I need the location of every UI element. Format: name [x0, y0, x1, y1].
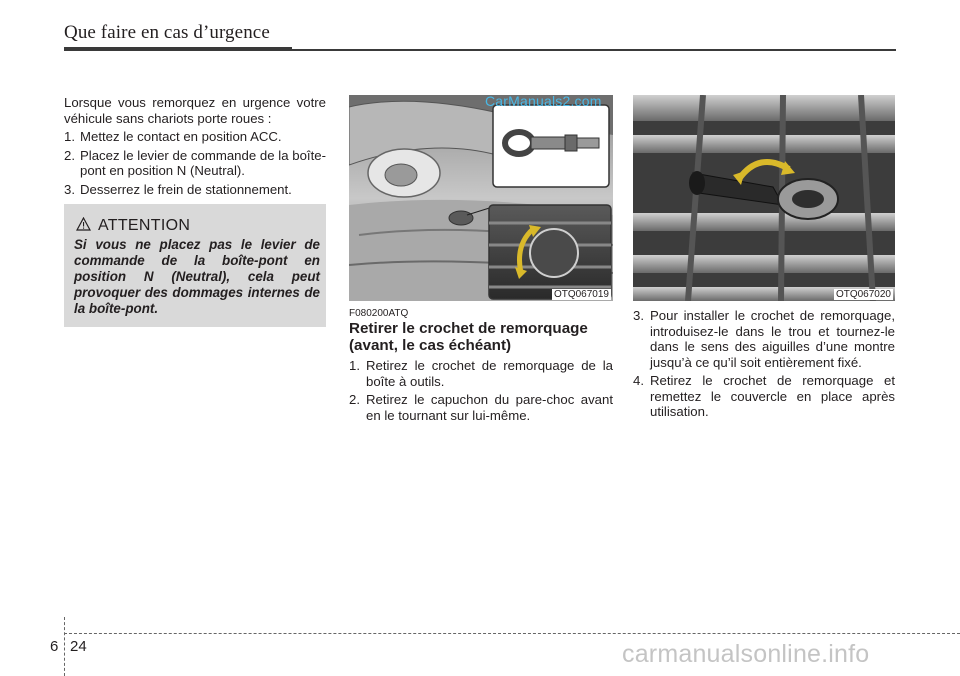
- section-title: Retirer le crochet de remorquage (avant, le cas échéant): [349, 320, 588, 354]
- section-code: F080200ATQ: [349, 308, 409, 319]
- warning-triangle-icon: [76, 217, 91, 231]
- list-item: [64, 129, 326, 145]
- footer-horizontal-rule: [64, 633, 960, 634]
- list-item-number: 4.: [633, 373, 644, 388]
- list-item-text: Retirez le crochet de remorquage de la boîte à outils.: [366, 358, 613, 389]
- intro-paragraph: Lorsque vous remorquez en urgence votre véhicule sans chariots porte roues :: [64, 95, 326, 126]
- list-item-number: 3.: [64, 181, 75, 197]
- tow-hook-installation-illustration: [633, 95, 895, 301]
- list-item-text: Pour installer le crochet de remorquage, introduisez-le dans le trou et tournez-le dans le sens des aiguilles d’une montre jusqu’à ce qu’il soit entièrement fixé.: [650, 308, 895, 370]
- list-item: [633, 308, 895, 370]
- column-1: [64, 95, 326, 200]
- list-item-number: 3.: [633, 308, 644, 323]
- list-item: [64, 148, 326, 179]
- list-item-text: Placez le levier de commande de la boîte-pont en position N (Neutral).: [80, 147, 326, 178]
- figure-code: OTQ067020: [835, 289, 891, 300]
- attention-body: Si vous ne placez pas le levier de commande de la boîte-pont en position N (Neutral), cela peut provoquer des dommages internes de la boîte-pont.: [74, 237, 320, 316]
- footer-vertical-rule: [64, 617, 65, 676]
- section-number: 6: [50, 638, 59, 655]
- list-item: [64, 182, 326, 198]
- list-item: [349, 392, 613, 423]
- footer-watermark: carmanualsonline.info: [622, 640, 870, 668]
- figure-bumper-cap: [349, 95, 613, 301]
- list-item-number: 2.: [349, 392, 360, 407]
- watermark-text: CarManuals2.com: [485, 93, 602, 109]
- list-item-text: Retirez le crochet de remorquage et remettez le couvercle en place après utilisation.: [650, 373, 895, 419]
- figure-code: OTQ067019: [553, 289, 609, 300]
- column-2: [349, 308, 613, 426]
- list-item-text: Mettez le contact en position ACC.: [80, 129, 282, 144]
- list-item-number: 1.: [64, 129, 75, 144]
- attention-title: ATTENTION: [98, 217, 191, 234]
- list-item: [349, 358, 613, 389]
- header-rule-thick: [64, 47, 292, 51]
- list-item-text: Desserrez le frein de stationnement.: [80, 181, 292, 197]
- page-title: Que faire en cas d’urgence: [64, 22, 270, 43]
- list-item: [633, 373, 895, 420]
- attention-box: [64, 204, 326, 327]
- list-item-number: 1.: [349, 358, 360, 373]
- front-bumper-tow-hook-cap-illustration: [349, 95, 613, 301]
- column-3: [633, 308, 895, 423]
- page-number: 24: [70, 638, 87, 655]
- header-rule-thin: [292, 49, 896, 51]
- list-item-text: Retirez le capuchon du pare-choc avant en le tournant sur lui-même.: [366, 392, 613, 423]
- figure-tow-hook-installed: [633, 95, 895, 301]
- list-item-number: 2.: [64, 147, 75, 163]
